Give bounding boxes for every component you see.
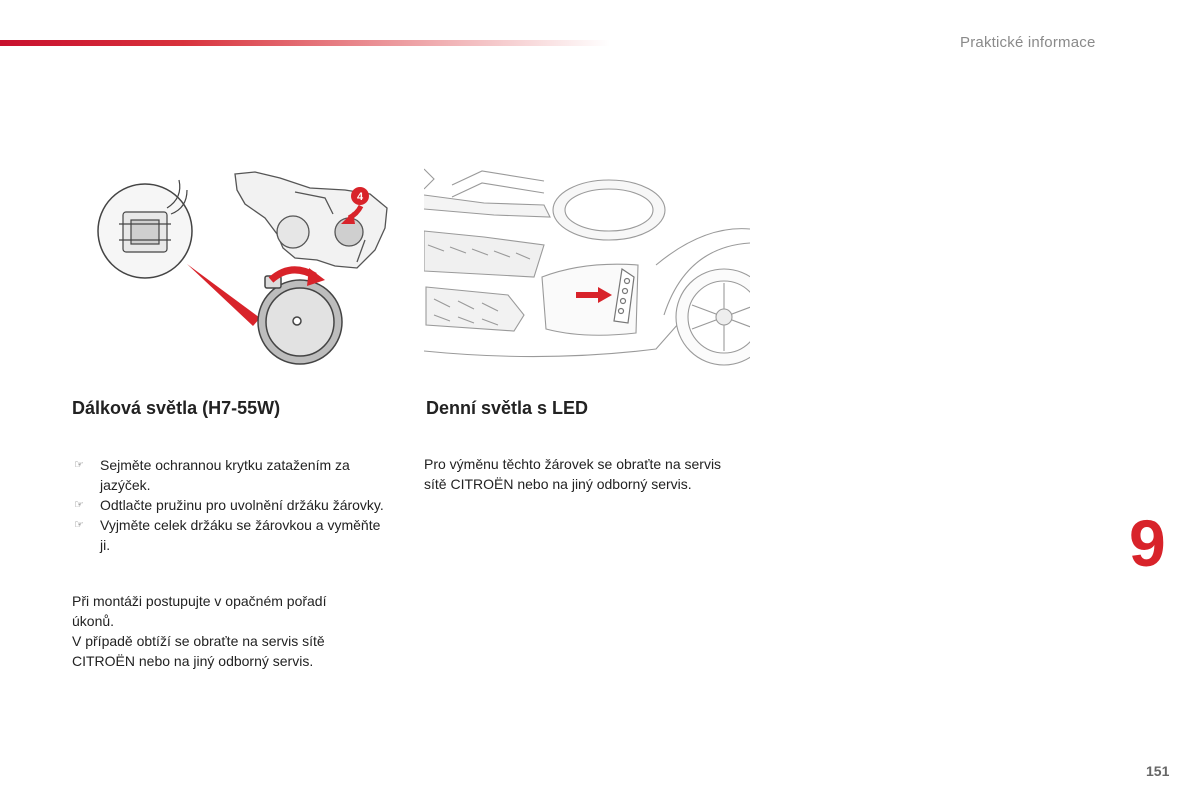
headlamp-bulb-illustration <box>95 168 395 383</box>
led-note: Pro výměnu těchto žárovek se obraťte na servis sítě CITROËN nebo na jiný odborný servis. <box>424 456 722 492</box>
chapter-number: 9 <box>1129 506 1166 580</box>
pointing-hand-icon: ☞ <box>74 459 84 471</box>
list-item <box>72 495 392 515</box>
pointing-hand-icon: ☞ <box>74 499 84 511</box>
note-line: Při montáži postupujte v opačném pořadí úkonů. <box>72 593 327 629</box>
led-daylight-illustration <box>424 165 750 383</box>
page-number: 151 <box>1146 763 1170 779</box>
callout-number: 4 <box>356 191 364 203</box>
step-text: Odtlačte pružinu pro uvolnění držáku žárovky. <box>100 497 384 513</box>
high-beam-heading: Dálková světla (H7-55W) <box>72 398 281 418</box>
pointing-hand-icon: ☞ <box>74 519 84 531</box>
list-item <box>72 515 392 555</box>
step-text: Sejměte ochrannou krytku zatažením za jazýček. <box>100 457 350 493</box>
instruction-list <box>72 455 392 555</box>
reassembly-note <box>72 591 372 671</box>
section-title: Praktické informace <box>960 34 1096 51</box>
note-line: V případě obtíží se obraťte na servis sítě CITROËN nebo na jiný odborný servis. <box>72 633 325 669</box>
accent-bar <box>0 40 610 46</box>
led-daylight-heading: Denní světla s LED <box>426 398 589 418</box>
step-text: Vyjměte celek držáku se žárovkou a vyměňte ji. <box>100 517 381 553</box>
list-item <box>72 455 392 495</box>
